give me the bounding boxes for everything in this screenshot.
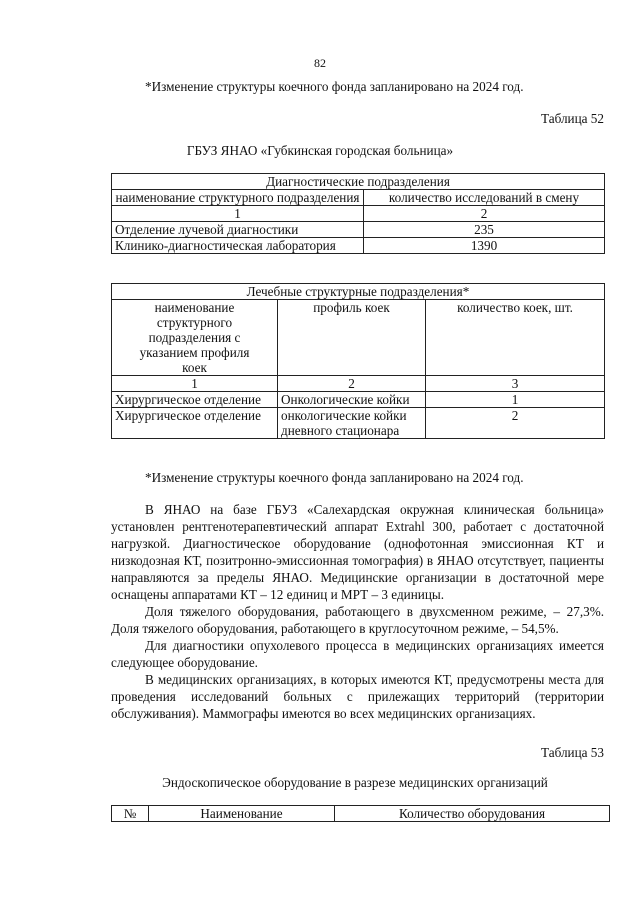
column-number: 2	[364, 206, 605, 222]
column-number: 2	[278, 376, 426, 392]
table-row	[112, 222, 605, 238]
column-number: 1	[112, 376, 278, 392]
footnote-top: *Изменение структуры коечного фонда запланировано на 2024 год.	[145, 79, 524, 94]
column-header-number: №	[112, 806, 149, 822]
unit-name-cell: Хирургическое отделение	[112, 408, 278, 439]
bed-count-cell: 2	[426, 408, 605, 439]
unit-name-cell: Клинико-диагностическая лаборатория	[112, 238, 364, 254]
unit-name-cell: Отделение лучевой диагностики	[112, 222, 364, 238]
column-header-equipment-count: Количество оборудования	[335, 806, 610, 822]
paragraph: В ЯНАО на базе ГБУЗ «Салехардская окружная клиническая больница» установлен рентгенотерапевтический аппарат Extrahl 300, работает с достаточной нагрузкой. Диагностическое оборудование (однофотонная эмиссионная КТ и низкодозная КТ, позитронно-эмиссионная томография) в ЯНАО отсутствует, пациенты направляются за пределы ЯНАО. Медицинские организации в достаточной мере оснащены аппаратами КТ – 12 единиц и МРТ – 3 единицы.	[111, 502, 604, 602]
column-header-unit-name: наименование структурного подразделения	[112, 190, 364, 206]
table-row	[112, 408, 605, 439]
bed-profile-cell: онкологические койки дневного стационара	[278, 408, 426, 439]
body-text	[111, 501, 604, 722]
bed-profile-cell: Онкологические койки	[278, 392, 426, 408]
diagnostic-section-header: Диагностические подразделения	[112, 174, 605, 190]
table-52-title: ГБУЗ ЯНАО «Губкинская городская больница»	[186, 143, 454, 158]
column-header-unit-with-profile: наименование структурного подразделения с указанием профиля коек	[112, 300, 278, 376]
treatment-section-header: Лечебные структурные подразделения*	[112, 284, 605, 300]
column-header-bed-count: количество коек, шт.	[426, 300, 605, 376]
treatment-units-table	[111, 283, 605, 439]
paragraph: Для диагностики опухолевого процесса в медицинских организациях имеется следующее оборудование.	[111, 638, 604, 670]
diagnostic-units-table	[111, 173, 605, 254]
page-number: 82	[314, 56, 326, 70]
exams-count-cell: 1390	[364, 238, 605, 254]
column-number: 1	[112, 206, 364, 222]
column-header-bed-profile: профиль коек	[278, 300, 426, 376]
table-row	[112, 238, 605, 254]
column-header-exams-per-shift: количество исследований в смену	[364, 190, 605, 206]
footnote-bottom: *Изменение структуры коечного фонда запланировано на 2024 год.	[145, 470, 524, 485]
column-header-name: Наименование	[149, 806, 335, 822]
exams-count-cell: 235	[364, 222, 605, 238]
paragraph: Доля тяжелого оборудования, работающего в двухсменном режиме, – 27,3%. Доля тяжелого оборудования, работающего в круглосуточном режиме, – 54,5%.	[111, 604, 604, 636]
column-number: 3	[426, 376, 605, 392]
paragraph: В медицинских организациях, в которых имеются КТ, предусмотрены места для проведения исследований больных с прилежащих территорий (территории обслуживания). Маммографы имеются во всех медицинских организациях.	[111, 672, 604, 721]
table-53-title: Эндоскопическое оборудование в разрезе медицинских организаций	[162, 775, 548, 790]
endoscopic-equipment-table	[111, 805, 610, 822]
table-53-caption: Таблица 53	[541, 745, 604, 760]
bed-count-cell: 1	[426, 392, 605, 408]
table-row	[112, 392, 605, 408]
table-52-caption: Таблица 52	[541, 111, 604, 126]
unit-name-cell: Хирургическое отделение	[112, 392, 278, 408]
